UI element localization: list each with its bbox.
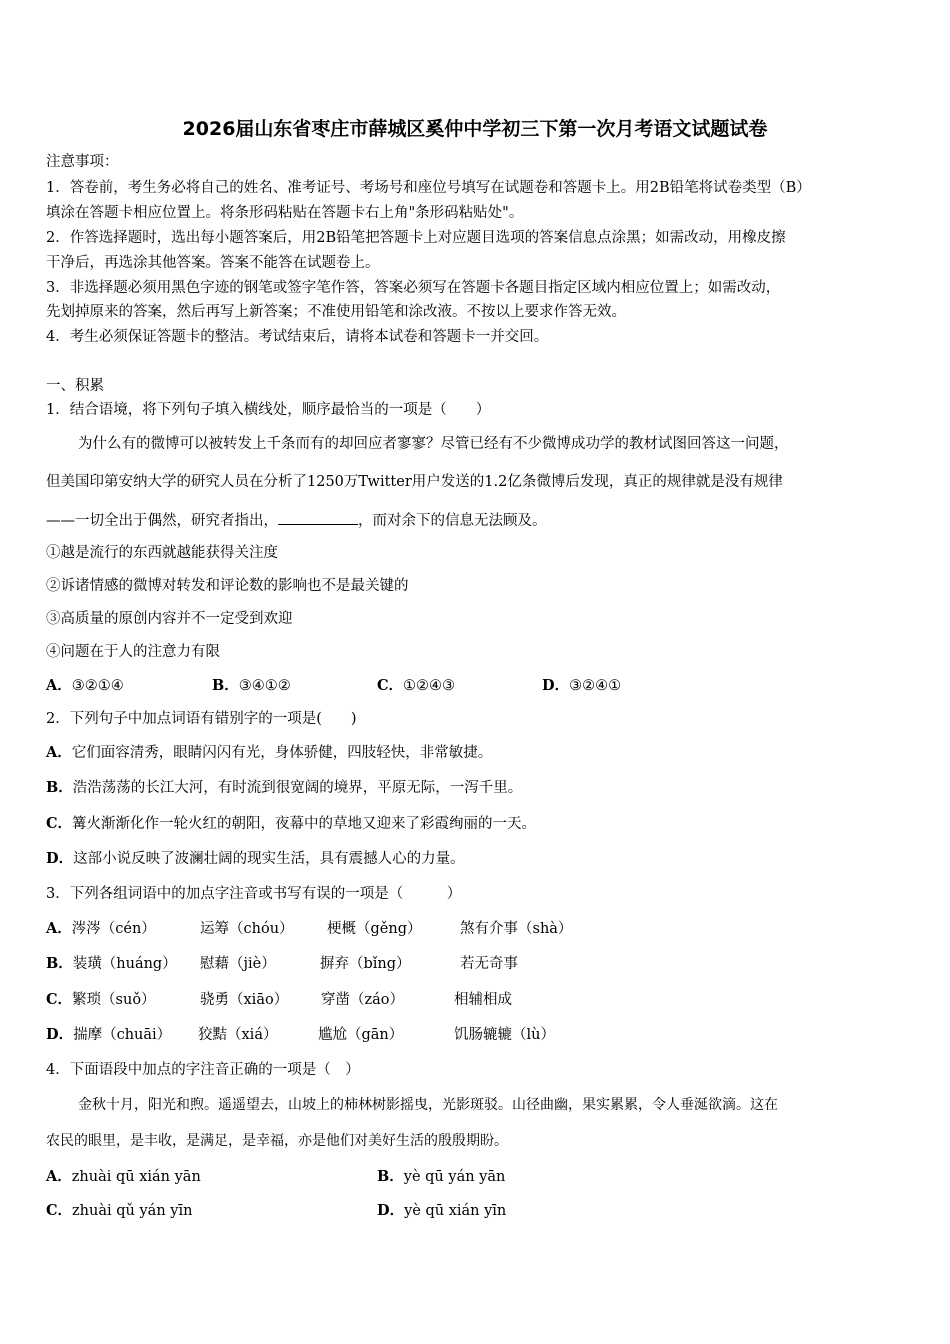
q1-passage-line: 为什么有的微博可以被转发上千条而有的却回应者寥寥？尽管已经有不少微博成功学的教材试图回答这一问题，	[78, 436, 789, 452]
option-letter: D．	[46, 1026, 74, 1043]
q1-option-b	[212, 676, 291, 696]
option-text: 浩浩荡荡的长江大河，有时流到很宽阔的境界，平原无际，一泻千里。	[72, 780, 523, 796]
option-letter: B．	[377, 1168, 404, 1185]
option-letter: C．	[377, 677, 404, 694]
option-text: 篝火渐渐化作一轮火红的朝阳，夜幕中的草地又迎来了彩霞绚丽的一天。	[72, 816, 537, 832]
option-text: ③②④①	[569, 678, 622, 694]
q1-passage-part: ，而对余下的信息无法顾及。	[358, 513, 547, 529]
option-letter: C．	[46, 815, 73, 832]
option-text: 装璜（huáng）	[72, 956, 177, 972]
notice-line: 填涂在答题卡相应位置上。将条形码粘贴在答题卡右上角"条形码粘贴处"。	[46, 205, 524, 221]
notice-line: 2．作答选择题时，选出每小题答案后，用2B铅笔把答题卡上对应题目选项的答案信息点涂黑；如需改动，用橡皮擦	[46, 230, 786, 246]
option-letter: C．	[46, 1202, 73, 1219]
option-letter: C．	[46, 991, 73, 1008]
q4-option-d	[377, 1201, 506, 1221]
q1-stem: 1．结合语境，将下列句子填入横线处，顺序最恰当的一项是（ ）	[46, 402, 491, 418]
q3-option-d-term	[46, 1025, 171, 1045]
q3-option-d-term: 饥肠辘辘（lù）	[454, 1027, 555, 1043]
q2-option-b	[46, 778, 522, 798]
q4-stem: 4．下面语段中加点的字注音正确的一项是（ ）	[46, 1062, 360, 1078]
q3-option-a-term: 运筹（chóu）	[200, 921, 294, 937]
option-letter: D．	[46, 850, 74, 867]
q4-option-b	[377, 1167, 505, 1187]
q1-answer-blank	[278, 510, 358, 525]
option-letter: A．	[46, 744, 72, 761]
option-text: yè qū xián yīn	[404, 1203, 507, 1219]
q1-item: ②诉诸情感的微博对转发和评论数的影响也不是最关键的	[46, 578, 409, 594]
option-text: 这部小说反映了波澜壮阔的现实生活，具有震撼人心的力量。	[73, 851, 465, 867]
q3-option-a-term	[46, 919, 156, 939]
q2-stem: 2．下列句子中加点词语有错别字的一项是( )	[46, 711, 357, 727]
option-text: 繁琐（suǒ）	[72, 992, 156, 1008]
q4-passage-line: 农民的眼里，是丰收，是满足，是幸福，亦是他们对美好生活的殷殷期盼。	[46, 1133, 508, 1149]
q2-option-a	[46, 743, 492, 763]
option-text: zhuài qǔ yán yīn	[72, 1203, 193, 1219]
q3-option-a-term: 梗概（gěng）	[327, 921, 422, 937]
option-text: ③④①②	[238, 678, 291, 694]
q1-item: ③高质量的原创内容并不一定受到欢迎	[46, 611, 293, 627]
notice-heading: 注意事项：	[46, 154, 119, 170]
q3-option-b-term: 若无奇事	[460, 956, 518, 972]
q4-passage-line: 金秋十月，阳光和煦。遥遥望去，山坡上的柿林树影摇曳，光影斑驳。山径曲幽，果实累累，令人垂涎欲滴。这在	[78, 1097, 778, 1113]
q1-item: ④问题在于人的注意力有限	[46, 644, 220, 660]
option-text: 涔涔（cén）	[71, 921, 156, 937]
option-letter: B．	[46, 955, 73, 972]
exam-title: 2026届山东省枣庄市薛城区奚仲中学初三下第一次月考语文试题试卷	[182, 118, 768, 140]
section-heading: 一、积累	[46, 378, 104, 394]
q1-passage-part: ——一切全出于偶然，研究者指出，	[46, 513, 278, 529]
option-text: ①②④③	[403, 678, 456, 694]
q2-option-c	[46, 814, 536, 834]
notice-line: 1．答卷前，考生务必将自己的姓名、准考证号、考场号和座位号填写在试题卷和答题卡上。用2B铅笔将试卷类型（B）	[46, 180, 811, 196]
q3-option-b-term: 慰藉（jiè）	[200, 956, 276, 972]
q1-passage-line	[46, 510, 547, 531]
option-letter: A．	[46, 677, 72, 694]
q3-option-c-term	[46, 990, 156, 1010]
q1-item: ①越是流行的东西就越能获得关注度	[46, 545, 278, 561]
q1-option-a	[46, 676, 124, 696]
option-letter: D．	[542, 677, 570, 694]
option-letter: D．	[377, 1202, 405, 1219]
q3-stem: 3．下列各组词语中的加点字注音或书写有误的一项是（ ）	[46, 886, 462, 902]
option-text: ③②①④	[71, 678, 124, 694]
q4-option-c	[46, 1201, 192, 1221]
option-text: yè qū yán yān	[403, 1169, 506, 1185]
option-text: zhuài qū xián yān	[71, 1169, 201, 1185]
q3-option-b-term	[46, 954, 177, 974]
q3-option-c-term: 相辅相成	[454, 992, 512, 1008]
notice-line: 3．非选择题必须用黑色字迹的钢笔或签字笔作答，答案必须写在答题卡各题目指定区域内相应位置上；如需改动，	[46, 280, 781, 296]
option-letter: A．	[46, 920, 72, 937]
q1-passage-line: 但美国印第安纳大学的研究人员在分析了1250万Twitter用户发送的1.2亿条微博后发现，真正的规律就是没有规律	[46, 474, 783, 490]
q3-option-d-term: 尴尬（gān）	[318, 1027, 404, 1043]
option-text: 揣摩（chuāi）	[73, 1027, 172, 1043]
notice-line: 干净后，再选涂其他答案。答案不能答在试题卷上。	[46, 255, 380, 271]
q4-option-a	[46, 1167, 201, 1187]
q1-option-c	[377, 676, 455, 696]
option-text: 它们面容清秀，眼睛闪闪有光，身体骄健，四肢轻快，非常敏捷。	[71, 745, 493, 761]
q1-option-d	[542, 676, 621, 696]
q3-option-c-term: 骁勇（xiāo）	[200, 992, 289, 1008]
notice-line: 先划掉原来的答案，然后再写上新答案；不准使用铅笔和涂改液。不按以上要求作答无效。	[46, 304, 626, 320]
option-letter: B．	[46, 779, 73, 796]
q3-option-c-term: 穿凿（záo）	[321, 992, 405, 1008]
q2-option-d	[46, 849, 465, 869]
option-letter: B．	[212, 677, 239, 694]
q3-option-b-term: 摒弃（bǐng）	[320, 956, 411, 972]
q3-option-a-term: 煞有介事（shà）	[460, 921, 573, 937]
option-letter: A．	[46, 1168, 72, 1185]
notice-line: 4．考生必须保证答题卡的整洁。考试结束后，请将本试卷和答题卡一并交回。	[46, 329, 549, 345]
q3-option-d-term: 狡黠（xiá）	[198, 1027, 278, 1043]
